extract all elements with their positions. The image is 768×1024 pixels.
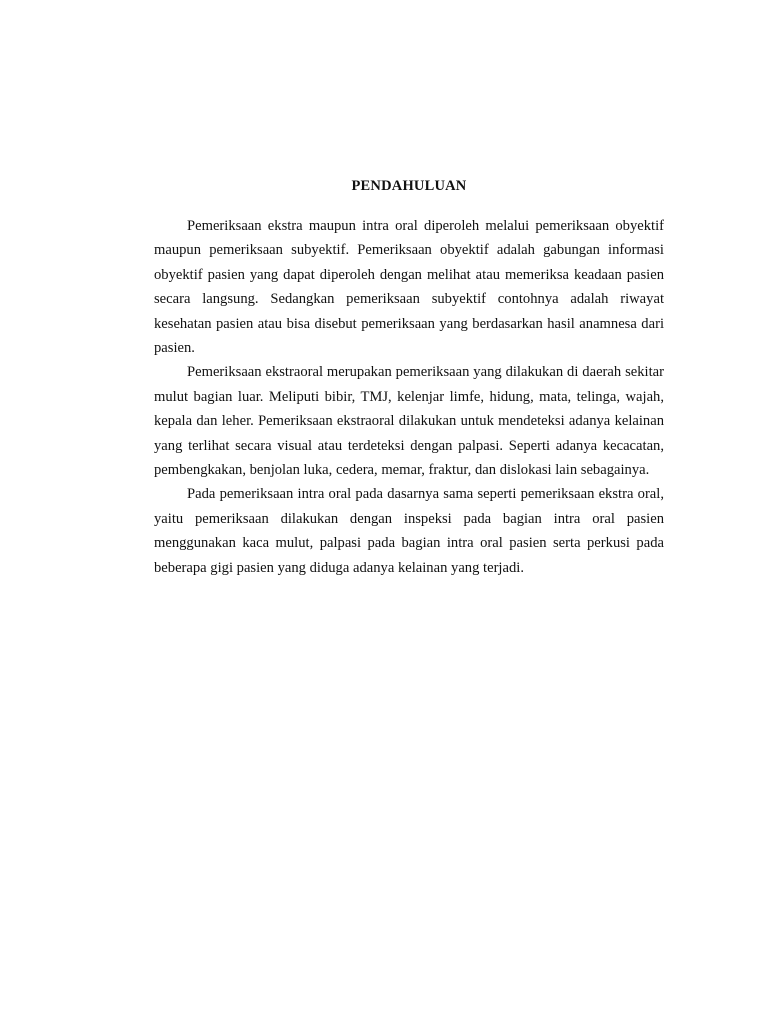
document-body <box>154 214 664 580</box>
paragraph-3: Pada pemeriksaan intra oral pada dasarnya sama seperti pemeriksaan ekstra oral, yaitu pemeriksaan dilakukan dengan inspeksi pada bagian intra oral pasien menggunakan kaca mulut, palpasi pada bagian intra oral pasien serta perkusi pada beberapa gigi pasien yang diduga adanya kelainan yang terjadi. <box>154 486 664 576</box>
page-title: PENDAHULUAN <box>351 178 467 194</box>
paragraph-2: Pemeriksaan ekstraoral merupakan pemeriksaan yang dilakukan di daerah sekitar mulut bagian luar. Meliputi bibir, TMJ, kelenjar limfe, hidung, mata, telinga, wajah, kepala dan leher. Pemeriksaan ekstraoral dilakukan untuk mendeteksi adanya kelainan yang terlihat secara visual atau terdeteksi dengan palpasi. Seperti adanya kecacatan, pembengkakan, benjolan luka, cedera, memar, fraktur, dan dislokasi lain sebagainya. <box>154 364 664 479</box>
paragraph-1: Pemeriksaan ekstra maupun intra oral diperoleh melalui pemeriksaan obyektif maupun pemeriksaan subyektif. Pemeriksaan obyektif adalah gabungan informasi obyektif pasien yang dapat diperoleh dengan melihat atau memeriksa keadaan pasien secara langsung. Sedangkan pemeriksaan subyektif contohnya adalah riwayat kesehatan pasien atau bisa disebut pemeriksaan yang berdasarkan hasil anamnesa dari pasien. <box>154 218 664 357</box>
